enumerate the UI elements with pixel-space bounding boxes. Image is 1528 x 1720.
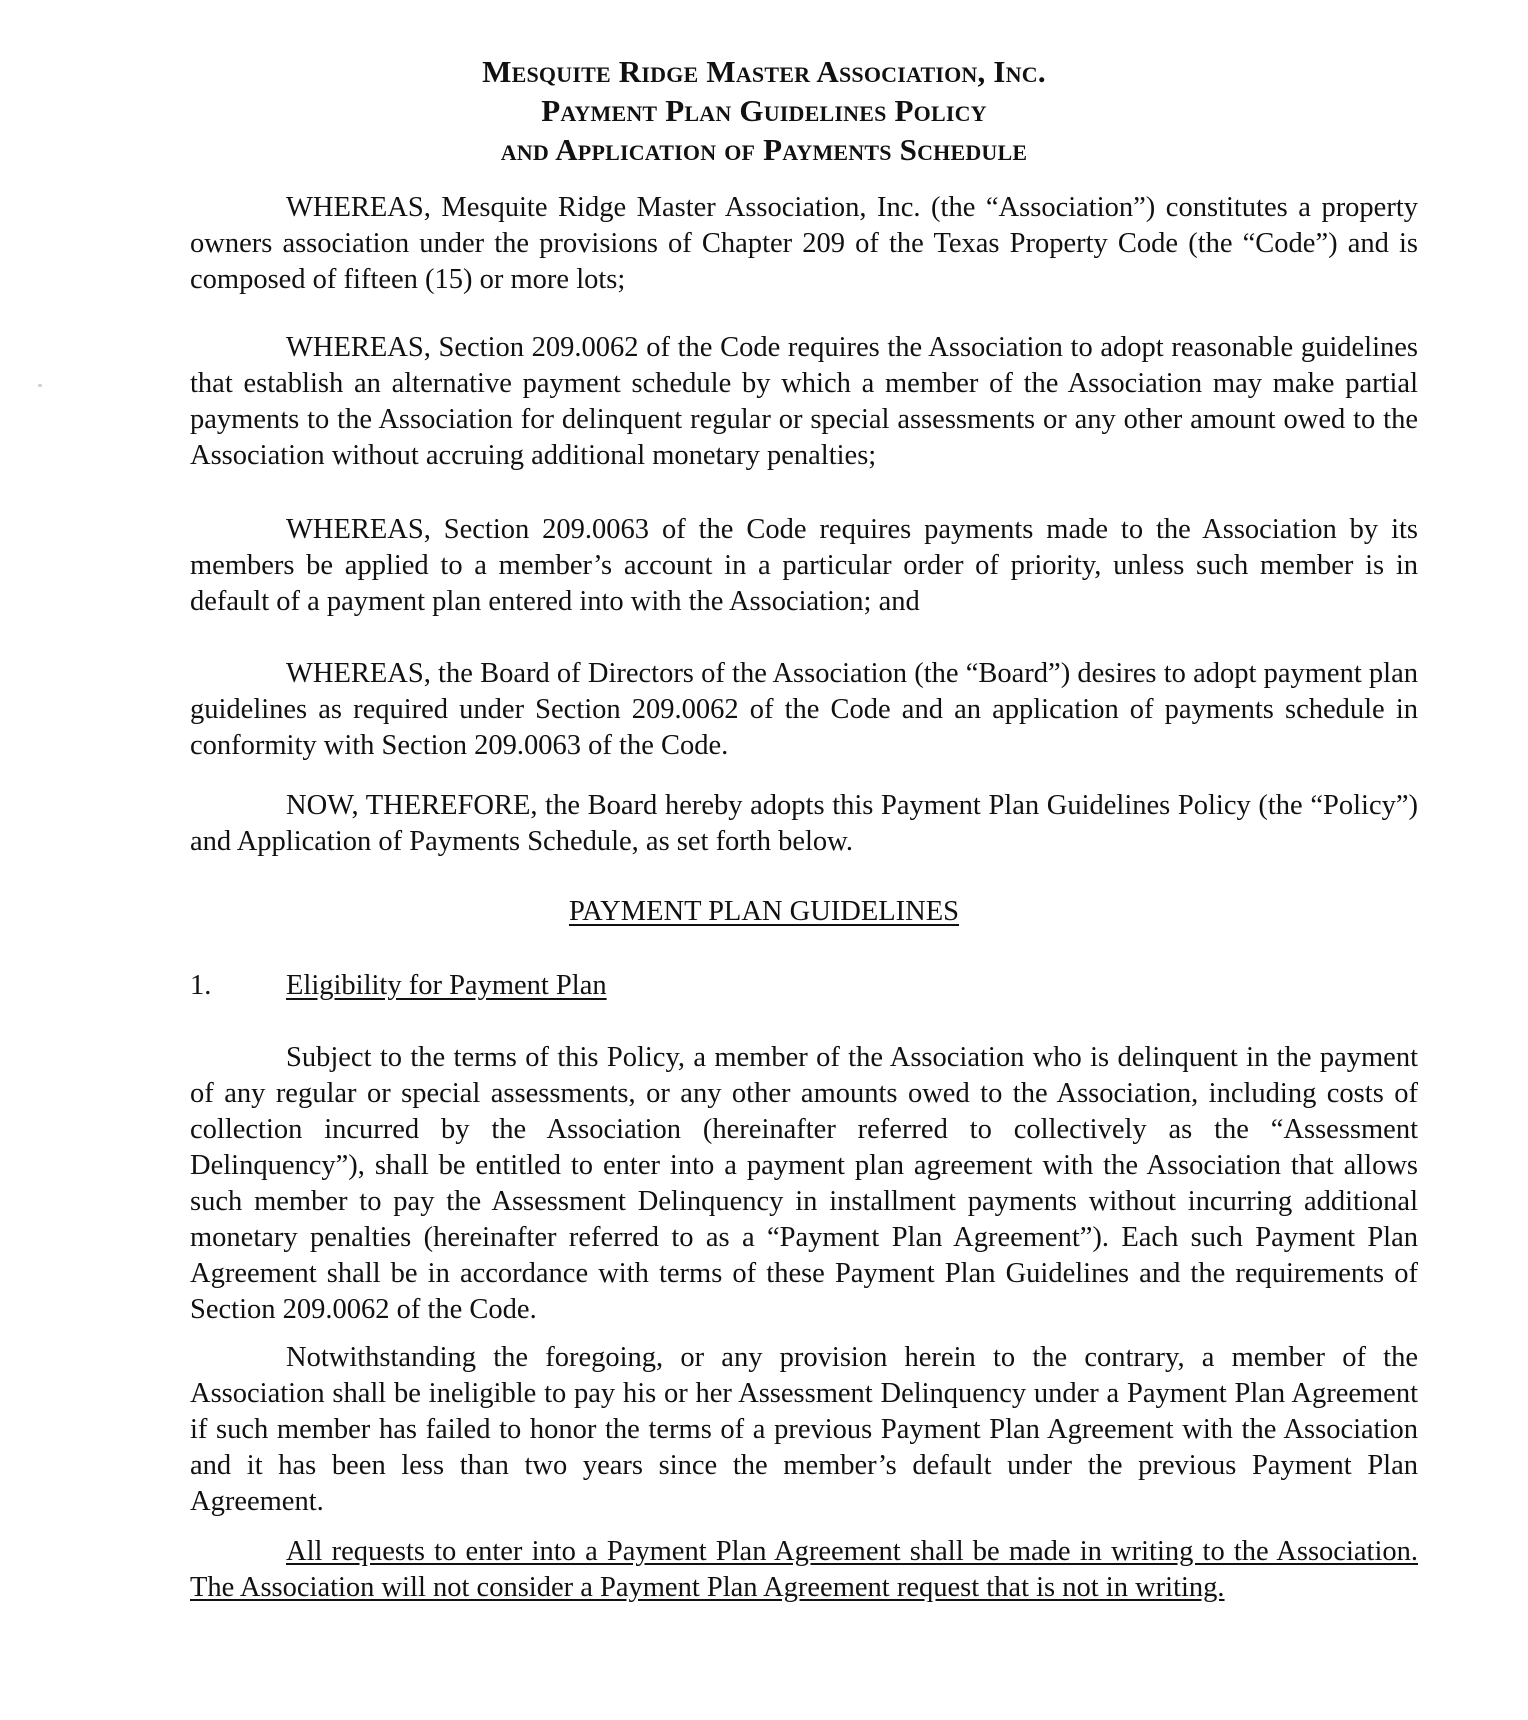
title-line-3: and Application of Payments Schedule [500,132,1028,167]
recital-paragraph-2: WHEREAS, Section 209.0062 of the Code requires the Association to adopt reasonable guidelines that establish an alternative payment schedule by which a member of the Association may make partial payments to the Association for delinquent regular or special assessments or any other amount owed to the Association without accruing additional monetary penalties; [190,332,1418,471]
eligibility-paragraph-1: Subject to the terms of this Policy, a member of the Association who is delinquent in the payment of any regular or special assessments, or any other amounts owed to the Association, including costs of collection incurred by the Association (hereinafter referred to collectively as the “Assessment Delinquency”), shall be entitled to enter into a payment plan agreement with the Association that allows such member to pay the Assessment Delinquency in installment payments without incurring additional monetary penalties (hereinafter referred to as a “Payment Plan Agreement”). Each such Payment Plan Agreement shall be in accordance with terms of these Payment Plan Guidelines and the requirements of Section 209.0062 of the Code. [190,1042,1418,1325]
resolution-paragraph: NOW, THEREFORE, the Board hereby adopts this Payment Plan Guidelines Policy (the “Policy”) and Application of Payments Schedule, as set forth below. [190,790,1418,857]
section-heading-text: PAYMENT PLAN GUIDELINES [568,896,960,927]
eligibility-paragraph-2: Notwithstanding the foregoing, or any provision herein to the contrary, a member of the Association shall be ineligible to pay his or her Assessment Delinquency under a Payment Plan Agreement if such member has failed to honor the terms of a previous Payment Plan Agreement with the Association and it has been less than two years since the member’s default under the previous Payment Plan Agreement. [190,1342,1418,1517]
recital-paragraph-4: WHEREAS, the Board of Directors of the Association (the “Board”) desires to adopt payment plan guidelines as required under Section 209.0062 of the Code and an application of payments schedule in conformity with Section 209.0063 of the Code. [190,658,1418,761]
recital-paragraph-1: WHEREAS, Mesquite Ridge Master Association, Inc. (the “Association”) constitutes a property owners association under the provisions of Chapter 209 of the Texas Property Code (the “Code”) and is composed of fifteen (15) or more lots; [190,192,1418,295]
scan-speck [38,384,42,387]
title-line-1: Mesquite Ridge Master Association, Inc. [482,54,1046,89]
item-title: Eligibility for Payment Plan [286,970,607,1001]
title-line-2: Payment Plan Guidelines Policy [541,93,987,128]
document-title [0,52,1528,169]
item-heading-1 [190,968,607,1004]
recital-paragraph-3: WHEREAS, Section 209.0063 of the Code requires payments made to the Association by its members be applied to a member’s account in a particular order of priority, unless such member is in default of a payment plan entered into with the Association; and [190,514,1418,617]
item-number: 1. [190,970,212,1001]
section-heading [0,894,1528,930]
eligibility-paragraph-3: All requests to enter into a Payment Plan Agreement shall be made in writing to the Association. The Association will not consider a Payment Plan Agreement request that is not in writing. [190,1536,1418,1603]
